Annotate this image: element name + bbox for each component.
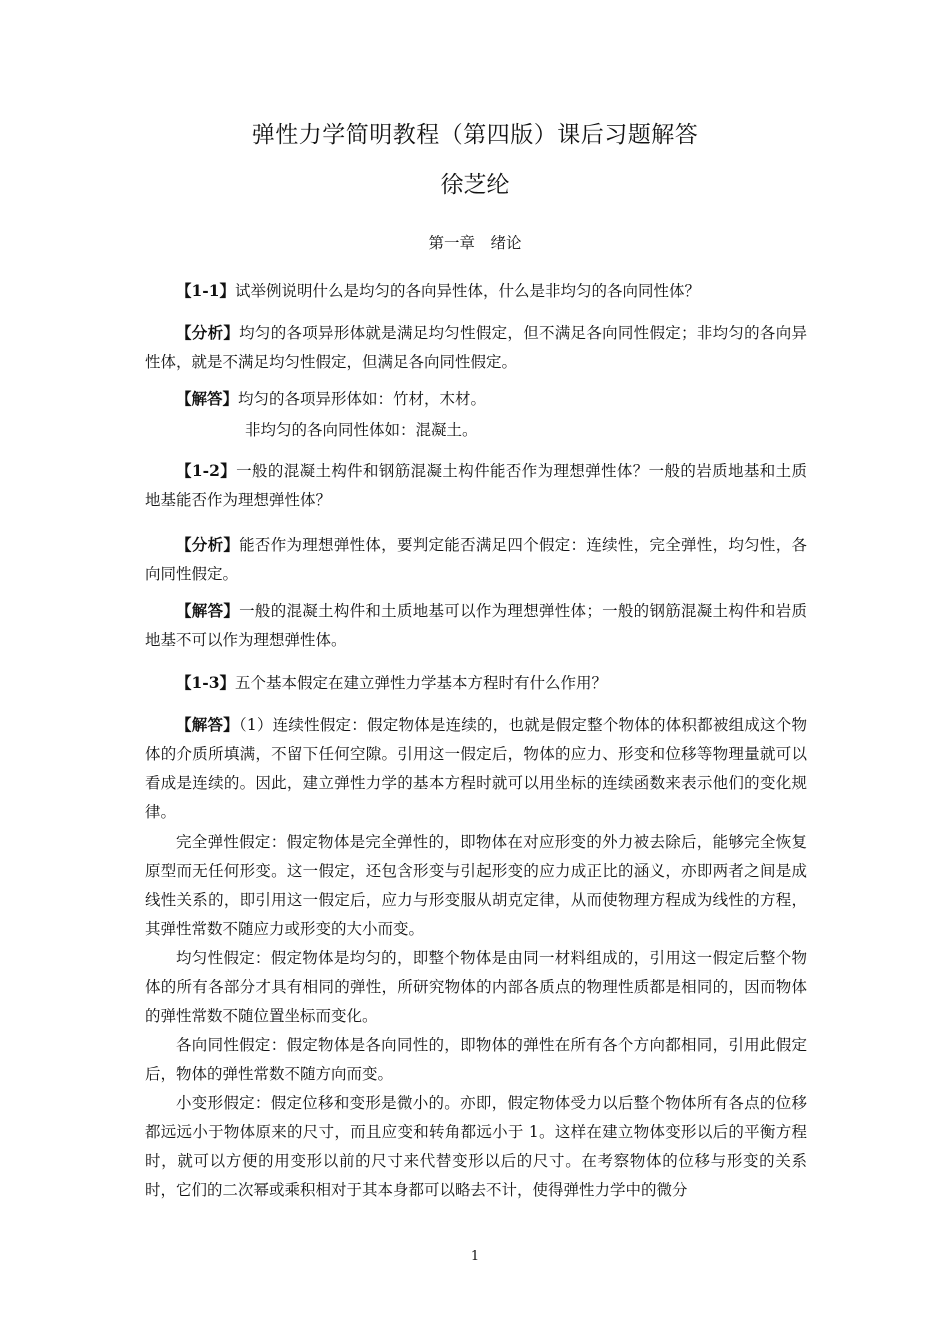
analysis-1-2 bbox=[145, 530, 807, 589]
analysis-1-1 bbox=[145, 318, 807, 377]
paragraph-tag: 【1-2】 bbox=[176, 461, 237, 480]
answer-1-3-continuity bbox=[145, 710, 807, 827]
paragraph-text: 非均匀的各向同性体如：混凝土。 bbox=[245, 421, 478, 439]
paragraph-tag: 【1-3】 bbox=[176, 673, 236, 692]
paragraph-tag: 【分析】 bbox=[176, 323, 240, 342]
question-1-3 bbox=[145, 668, 807, 698]
question-1-1 bbox=[145, 276, 807, 306]
paragraph-text: 一般的混凝土构件和钢筋混凝土构件能否作为理想弹性体？一般的岩质地基和土质地基能否作为理想弹性体？ bbox=[145, 462, 807, 509]
paragraph-text: 各向同性假定：假定物体是各向同性的，即物体的弹性在所有各个方向都相同，引用此假定后，物体的弹性常数不随方向而变。 bbox=[145, 1036, 807, 1083]
paragraph-text: （1）连续性假定：假定物体是连续的，也就是假定整个物体的体积都被组成这个物体的介质所填满，不留下任何空隙。引用这一假定后，物体的应力、形变和位移等物理量就可以看成是连续的。因此，建立弹性力学的基本方程时就可以用坐标的连续函数来表示他们的变化规律。 bbox=[145, 716, 807, 821]
question-1-2 bbox=[145, 456, 807, 515]
paragraph-tag: 【分析】 bbox=[176, 535, 240, 554]
answer-1-2 bbox=[145, 596, 807, 655]
document-title: 弹性力学简明教程（第四版）课后习题解答 bbox=[251, 122, 699, 148]
paragraph-tag: 【1-1】 bbox=[176, 281, 236, 300]
answer-1-3-small-deformation bbox=[145, 1089, 807, 1205]
paragraph-text: 均匀的各项异形体如：竹材，木材。 bbox=[238, 390, 487, 408]
paragraph-text: 完全弹性假定：假定物体是完全弹性的，即物体在对应形变的外力被去除后，能够完全恢复原型而无任何形变。这一假定，还包含形变与引起形变的应力成正比的涵义，亦即两者之间是成线性关系的，即引用这一假定后，应力与形变服从胡克定律，从而使物理方程成为线性的方程，其弹性常数不随应力或形变的大小而变。 bbox=[145, 833, 807, 938]
document-author: 徐芝纶 bbox=[440, 172, 510, 198]
page-number: 1 bbox=[470, 1249, 480, 1264]
paragraph-text: 一般的混凝土构件和土质地基可以作为理想弹性体；一般的钢筋混凝土构件和岩质地基不可以作为理想弹性体。 bbox=[145, 602, 807, 649]
paragraph-text: 能否作为理想弹性体，要判定能否满足四个假定：连续性，完全弹性，均匀性，各向同性假定。 bbox=[145, 536, 807, 583]
paragraph-text: 小变形假定：假定位移和变形是微小的。亦即，假定物体受力以后整个物体所有各点的位移都远远小于物体原来的尺寸，而且应变和转角都远小于 1。这样在建立物体变形以后的平衡方程时，就可以方便的用变形以前的尺寸来代替变形以后的尺寸。在考察物体的位移与形变的关系时，它们的二次幂或乘积相对于其本身都可以略去不计，使得弹性力学中的微分 bbox=[145, 1094, 807, 1199]
paragraph-text: 试举例说明什么是均匀的各向异性体，什么是非均匀的各向同性体？ bbox=[235, 282, 701, 300]
paragraph-tag: 【解答】 bbox=[176, 389, 239, 408]
answer-1-1-continued bbox=[245, 416, 805, 445]
paragraph-text: 均匀的各项异形体就是满足均匀性假定，但不满足各向同性假定；非均匀的各向异性体，就是不满足均匀性假定，但满足各向同性假定。 bbox=[145, 324, 807, 371]
answer-1-1 bbox=[145, 384, 807, 414]
answer-1-3-homogeneity bbox=[145, 944, 807, 1031]
answer-1-3-elasticity bbox=[145, 828, 807, 944]
paragraph-text: 均匀性假定：假定物体是均匀的，即整个物体是由同一材料组成的，引用这一假定后整个物体的所有各部分才具有相同的弹性，所研究物体的内部各质点的物理性质都是相同的，因而物体的弹性常数不随位置坐标而变化。 bbox=[145, 949, 807, 1025]
chapter-heading: 第一章 绪论 bbox=[428, 234, 522, 252]
paragraph-tag: 【解答】 bbox=[176, 715, 239, 734]
paragraph-text: 五个基本假定在建立弹性力学基本方程时有什么作用？ bbox=[235, 674, 608, 692]
answer-1-3-isotropy bbox=[145, 1031, 807, 1089]
paragraph-tag: 【解答】 bbox=[176, 601, 240, 620]
